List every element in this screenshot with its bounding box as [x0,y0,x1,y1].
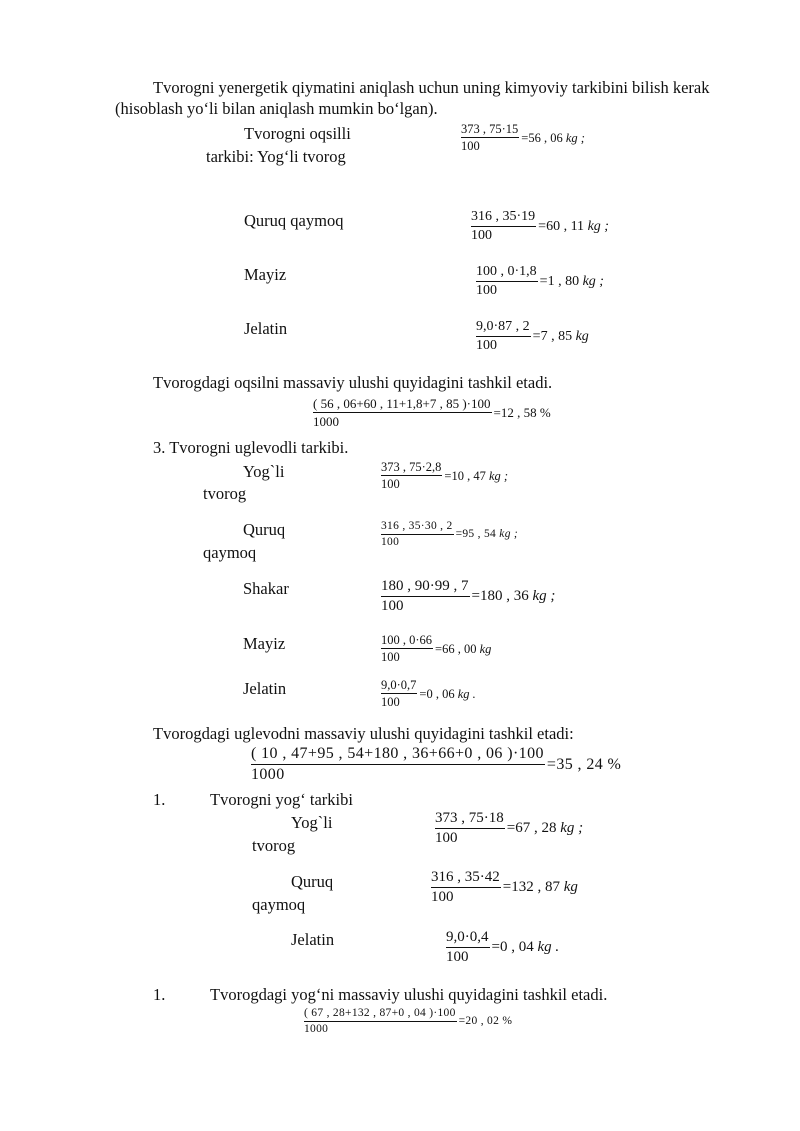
formula-fat-total [304,1007,512,1036]
formula-protein-jelatin [476,319,589,354]
protein-heading-line-1: Tvorogni oqsilli [244,124,351,143]
fat-summary-number: 1. [153,985,166,1004]
formula-unit: kg ; [582,273,604,289]
formula-numerator: ( 10 , 47+95 , 54+180 , 36+66+0 , 06 )·100 [251,745,545,765]
formula-carb-total [251,745,621,784]
formula-denominator: 100 [431,889,454,905]
fat-heading: Tvorogni yog‘ tarkibi [210,790,353,809]
formula-result: =20 , 02 % [458,1015,513,1027]
formula-denominator: 100 [471,228,492,243]
label-jelatin-carb: Jelatin [243,679,287,698]
formula-denominator: 1000 [304,1023,329,1035]
label-tvorog-fat: tvorog [252,836,296,855]
formula-numerator: 316 , 35·42 [431,869,501,888]
formula-numerator: 373 , 75·2,8 [381,460,442,474]
formula-result: =1 , 80 [539,273,580,289]
intro-line-1: Tvorogni yenergetik qiymatini aniqlash uchun uning kimyoviy tarkibini bilish kerak [153,78,710,97]
formula-numerator: 373 , 75·18 [435,810,505,829]
carb-heading: 3. Tvorogni uglevodli tarkibi. [153,438,349,457]
formula-numerator: ( 67 , 28+132 , 87+0 , 04 )·100 [304,1007,457,1022]
formula-result: =12 , 58 % [493,405,551,420]
formula-protein-mayiz [476,264,604,299]
formula-unit: kg [479,641,492,656]
formula-denominator: 100 [446,949,469,965]
formula-unit: kg . [457,686,476,701]
formula-denominator: 100 [381,695,400,709]
protein-summary: Tvorogdagi oqsilni massaviy ulushi quyidagini tashkil etadi. [153,373,553,392]
label-quruq-fat: Quruq [291,872,334,891]
formula-protein-total [313,396,551,429]
formula-fat-jelatin [446,929,559,966]
formula-unit: kg ; [560,820,584,836]
formula-result: =67 , 28 [506,820,557,836]
formula-numerator: 180 , 90·99 , 7 [381,578,470,597]
formula-denominator: 1000 [313,414,339,429]
formula-unit: kg ; [499,528,519,540]
formula-result: =180 , 36 [471,588,529,604]
formula-carb-qaymoq [381,520,518,549]
formula-fat-tvorog [435,810,583,847]
label-yogli-fat: Yog`li [291,813,333,832]
formula-result: =10 , 47 [444,468,486,483]
formula-unit: kg ; [587,218,609,234]
label-quruq-qaymoq: Quruq qaymoq [244,211,344,230]
label-tvorog: tvorog [203,484,247,503]
formula-denominator: 100 [381,598,404,614]
formula-unit: kg [575,328,589,344]
formula-numerator: 100 , 0·66 [381,633,433,647]
fat-summary: Tvorogdagi yog‘ni massaviy ulushi quyidagini tashkil etadi. [210,985,608,1004]
label-mayiz: Mayiz [244,265,287,284]
formula-carb-tvorog [381,460,508,491]
formula-result: =35 , 24 % [546,755,622,773]
carb-summary: Tvorogdagi uglevodni massaviy ulushi quyidagini tashkil etadi: [153,724,574,743]
formula-denominator: 100 [381,650,400,664]
formula-result: =7 , 85 [532,328,573,344]
formula-unit: kg ; [488,468,509,483]
formula-numerator: 316 , 35·30 , 2 [381,520,454,535]
formula-denominator: 1000 [251,766,285,783]
label-shakar: Shakar [243,579,289,598]
formula-unit: kg ; [532,588,556,604]
formula-numerator: 9,0·0,4 [446,929,490,948]
formula-result: =56 , 06 [521,130,563,145]
label-qaymoq-fat: qaymoq [252,895,306,914]
formula-fat-qaymoq [431,869,578,906]
formula-unit: kg . [537,939,560,955]
formula-numerator: 100 , 0·1,8 [476,264,538,282]
formula-result: =132 , 87 [502,879,560,895]
protein-heading-line-2: tarkibi: Yog‘li tvorog [206,147,346,166]
formula-carb-mayiz [381,633,491,664]
formula-unit: kg ; [565,130,585,145]
formula-denominator: 100 [381,477,400,491]
label-mayiz-carb: Mayiz [243,634,286,653]
formula-result: =0 , 06 [419,686,455,701]
label-jelatin: Jelatin [244,319,288,338]
label-qaymoq: qaymoq [203,543,257,562]
formula-result: =66 , 00 [435,641,477,656]
label-jelatin-fat: Jelatin [291,930,335,949]
formula-result: =0 , 04 [491,939,534,955]
formula-numerator: 9,0·0,7 [381,678,417,692]
formula-protein-tvorog [461,122,585,153]
intro-line-2: (hisoblash yo‘li bilan aniqlash mumkin bo‘lgan). [115,99,438,118]
formula-protein-qaymoq [471,209,609,244]
formula-carb-shakar [381,578,555,615]
formula-carb-jelatin [381,678,476,709]
formula-numerator: ( 56 , 06+60 , 11+1,8+7 , 85 )·100 [313,396,491,411]
formula-unit: kg [563,879,578,895]
label-quruq: Quruq [243,520,286,539]
fat-heading-number: 1. [153,790,166,809]
formula-result: =60 , 11 [538,218,585,234]
formula-denominator: 100 [476,338,497,353]
formula-denominator: 100 [435,830,458,846]
formula-numerator: 373 , 75·15 [461,122,519,136]
formula-numerator: 9,0·87 , 2 [476,319,531,337]
formula-denominator: 100 [461,139,480,153]
formula-denominator: 100 [476,283,497,298]
formula-denominator: 100 [381,536,400,548]
formula-result: =95 , 54 [455,528,497,540]
formula-numerator: 316 , 35·19 [471,209,536,227]
label-yogli: Yog`li [243,462,285,481]
